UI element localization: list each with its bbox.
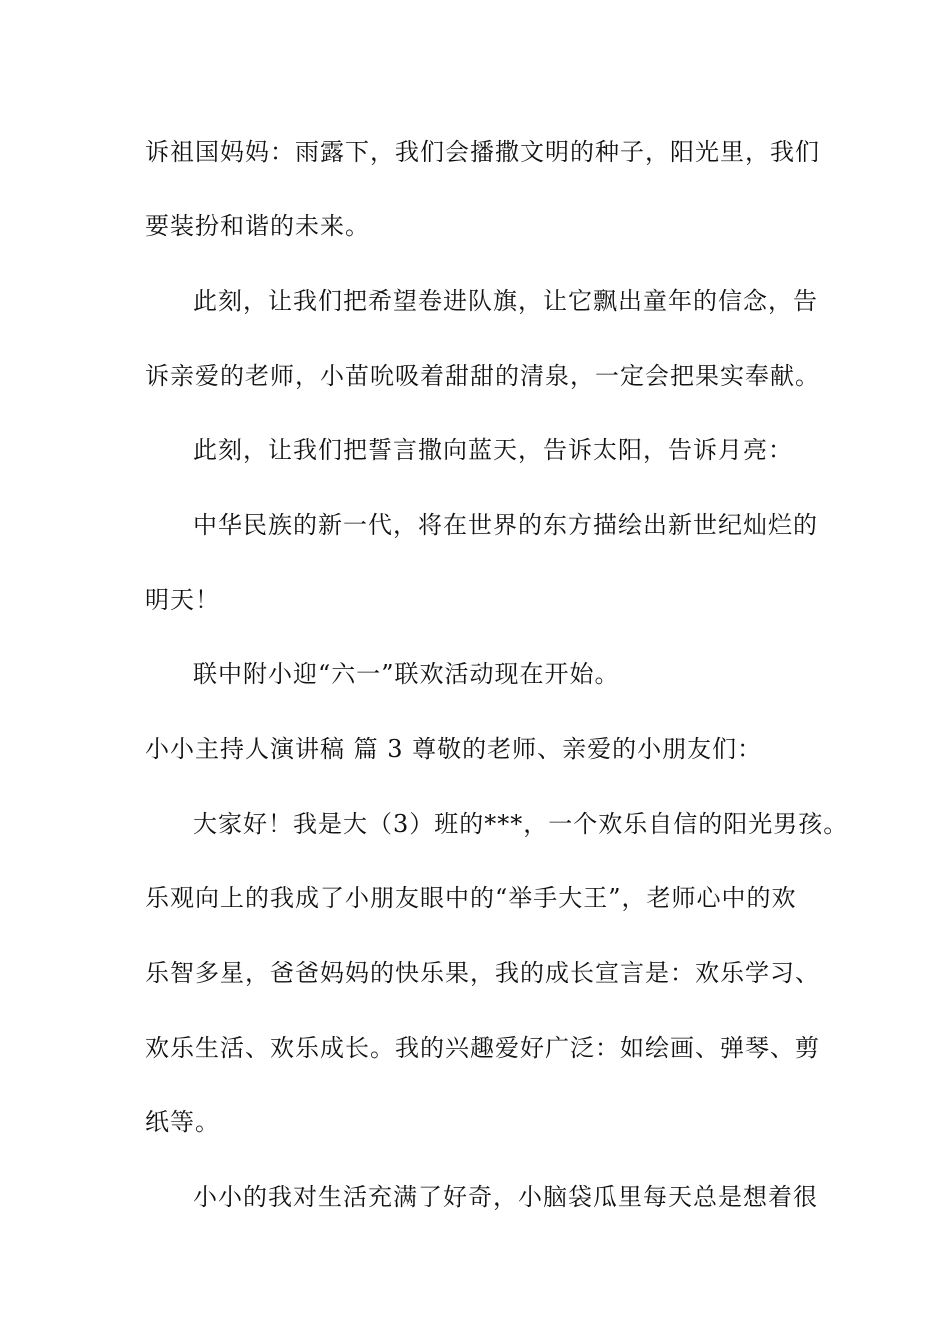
paragraph-line: 此刻，让我们把希望卷进队旗，让它飘出童年的信念，告 [193,287,818,315]
text-line: 明天！ [145,586,220,614]
text-line: 诉祖国妈妈：雨露下，我们会播撒文明的种子，阳光里，我们 [145,138,820,166]
section-heading-line: 小小主持人演讲稿 篇 3 尊敬的老师、亲爱的小朋友们： [145,735,763,763]
paragraph-line: 此刻，让我们把誓言撒向蓝天，告诉太阳，告诉月亮： [193,436,793,464]
text-line: 乐观向上的我成了小朋友眼中的“举手大王”，老师心中的欢 [145,884,797,912]
paragraph-line: 中华民族的新一代，将在世界的东方描绘出新世纪灿烂的 [193,511,818,539]
text-line: 诉亲爱的老师，小苗吮吸着甜甜的清泉，一定会把果实奉献。 [145,362,820,390]
paragraph-line: 小小的我对生活充满了好奇，小脑袋瓜里每天总是想着很 [193,1183,818,1211]
text-line: 要装扮和谐的未来。 [145,212,370,240]
paragraph-line: 联中附小迎“六一”联欢活动现在开始。 [193,660,620,688]
text-line: 欢乐生活、欢乐成长。我的兴趣爱好广泛：如绘画、弹琴、剪 [145,1034,820,1062]
text-line: 乐智多星，爸爸妈妈的快乐果，我的成长宣言是：欢乐学习、 [145,959,820,987]
text-line: 纸等。 [145,1108,220,1136]
paragraph-line: 大家好！我是大（3）班的***，一个欢乐自信的阳光男孩。 [193,810,849,838]
